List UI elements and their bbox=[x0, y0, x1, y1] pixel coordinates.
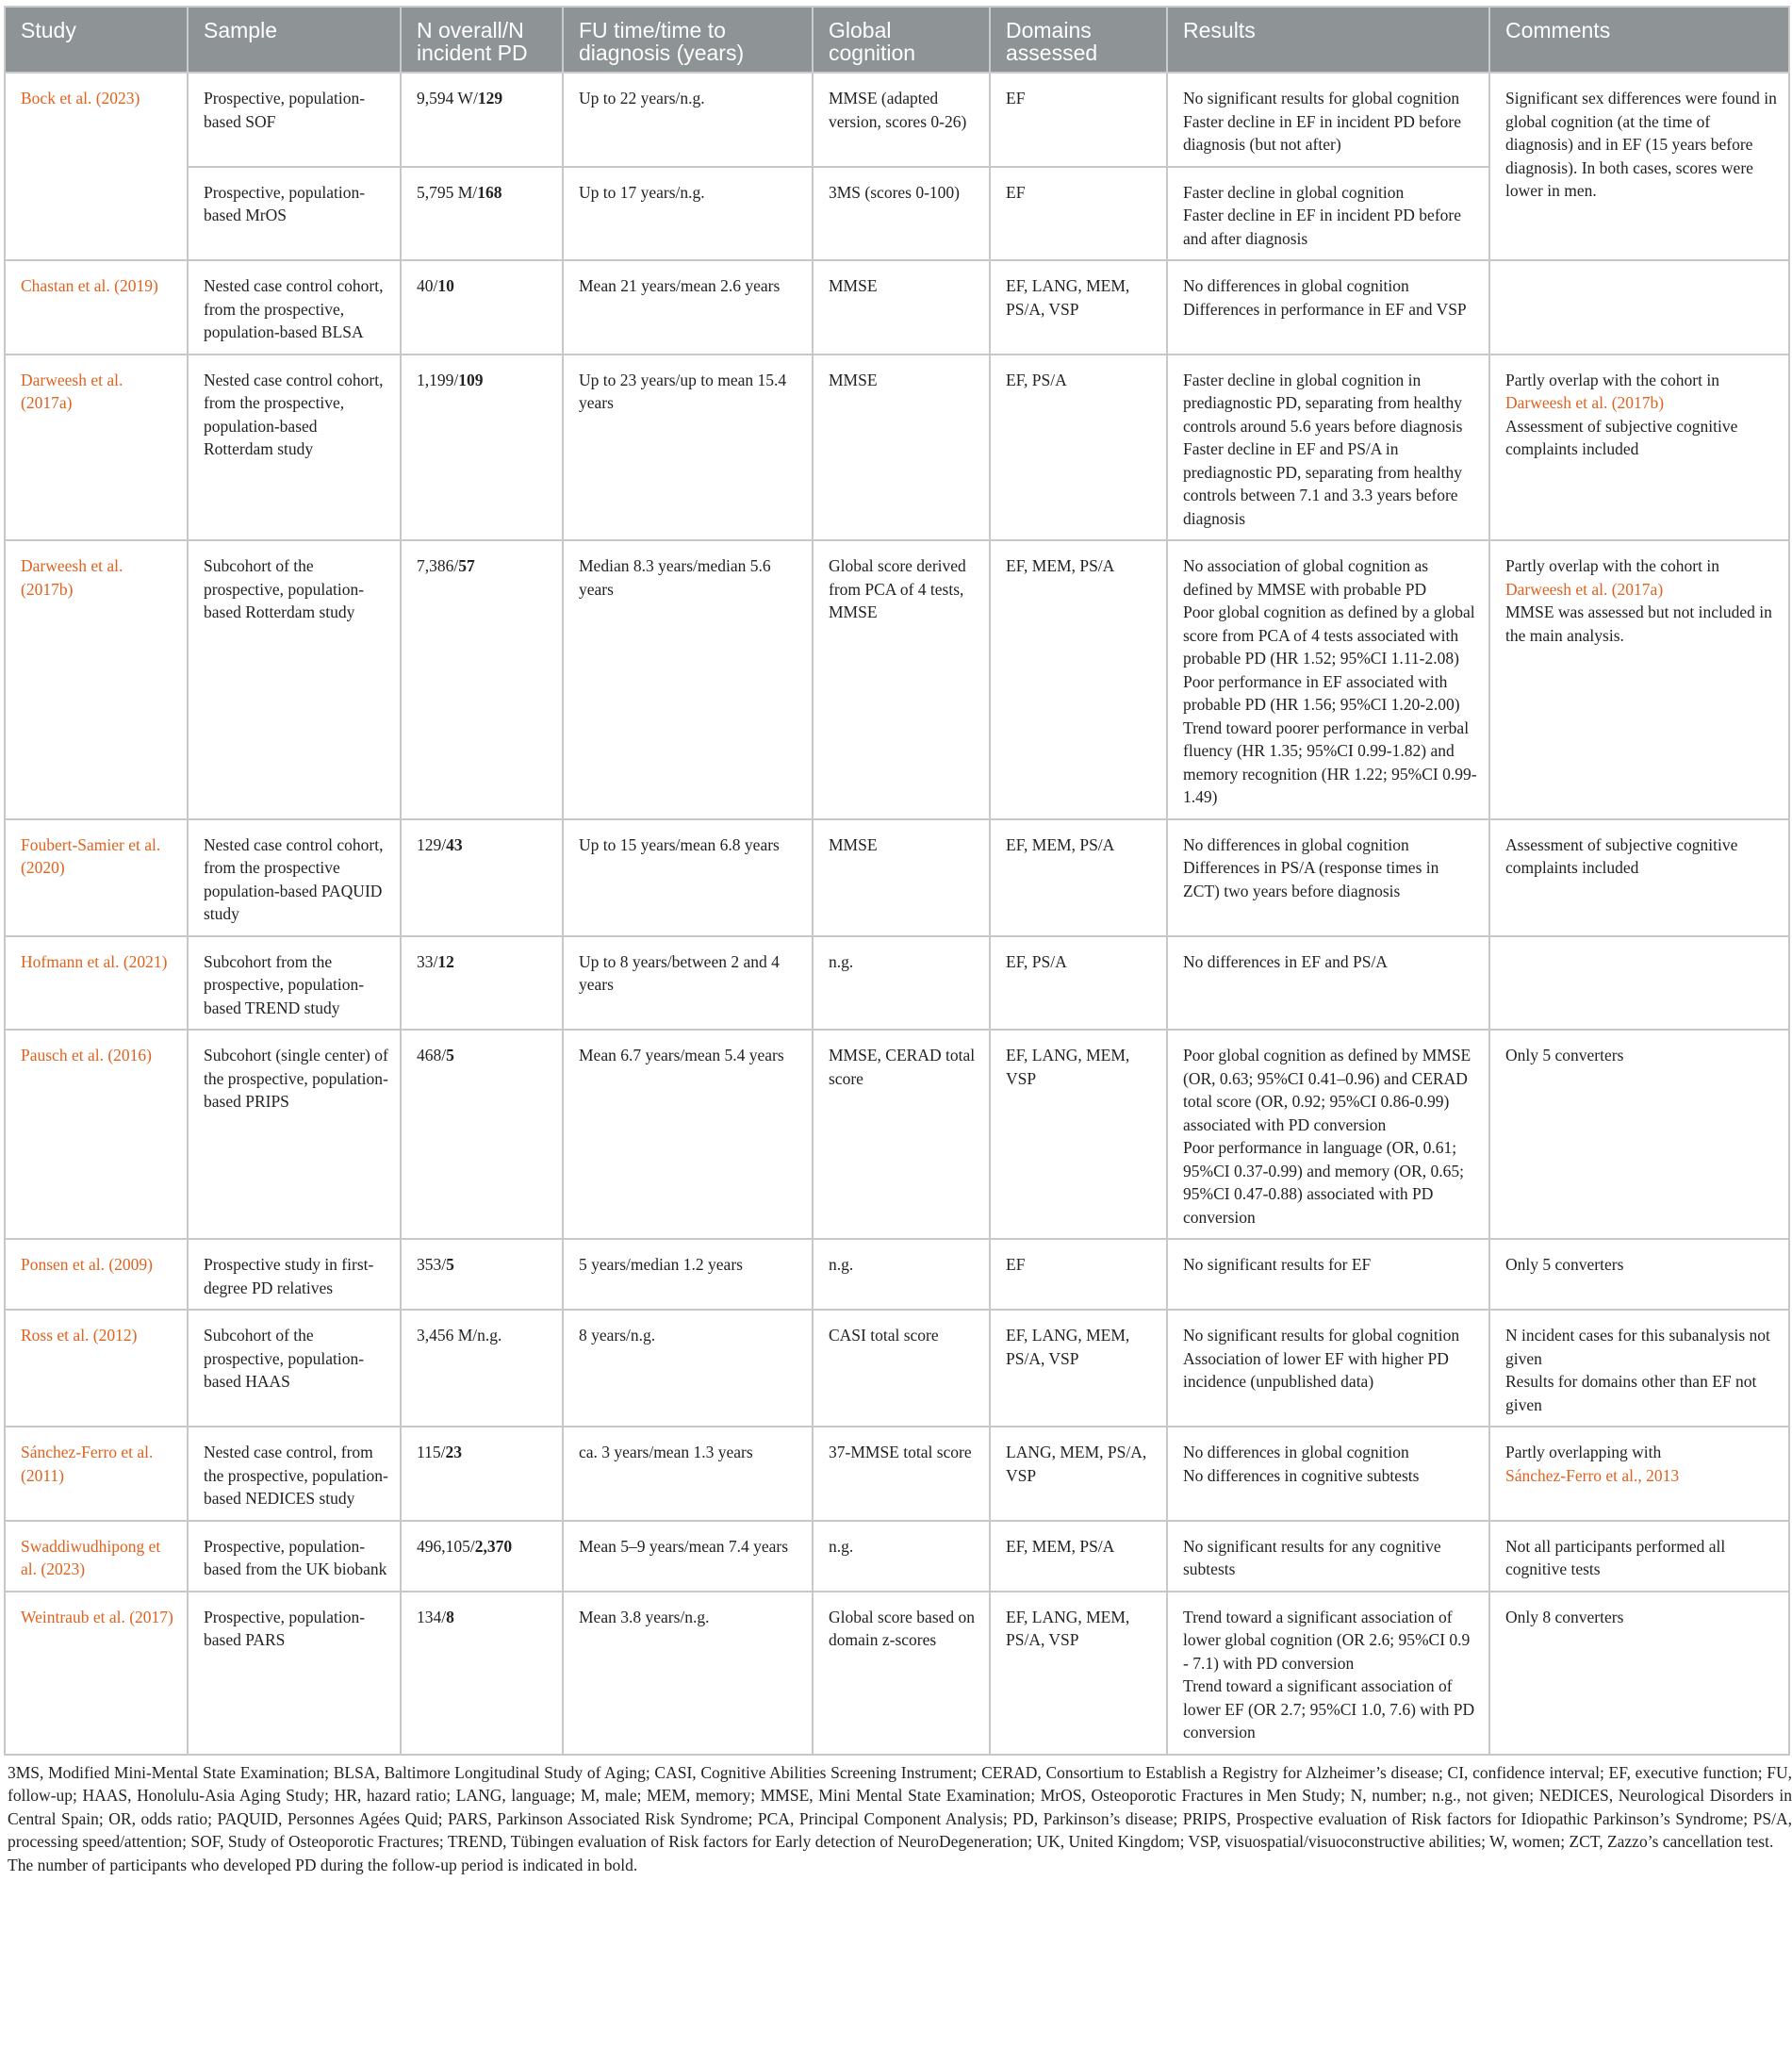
table-row bbox=[5, 1030, 1789, 1239]
global-cognition-text: MMSE bbox=[829, 370, 878, 389]
n-overall: 3,456 M/n.g. bbox=[417, 1326, 502, 1345]
n-cell bbox=[401, 1521, 563, 1592]
result-line: Association of lower EF with higher PD incidence (unpublished data) bbox=[1183, 1348, 1449, 1391]
results-cell bbox=[1167, 355, 1489, 541]
results-cell bbox=[1167, 73, 1489, 167]
study-link[interactable]: Foubert-Samier et al. (2020) bbox=[21, 834, 161, 877]
table-body bbox=[5, 73, 1789, 1755]
comments-cell bbox=[1489, 1521, 1789, 1592]
sample-cell bbox=[188, 1592, 401, 1755]
fu-time-text: Mean 5–9 years/mean 7.4 years bbox=[579, 1536, 789, 1556]
n-cell bbox=[401, 73, 563, 167]
global-cognition-cell bbox=[813, 819, 990, 936]
domains-cell bbox=[990, 1030, 1167, 1239]
global-cognition-cell bbox=[813, 355, 990, 541]
study-link[interactable]: Ross et al. (2012) bbox=[21, 1326, 138, 1345]
n-incident-pd: 8 bbox=[446, 1607, 454, 1626]
fu-cell bbox=[563, 1521, 813, 1592]
result-line: No significant results for EF bbox=[1183, 1255, 1372, 1274]
global-cognition-text: MMSE bbox=[829, 276, 878, 295]
global-cognition-text: n.g. bbox=[829, 1255, 854, 1274]
global-cognition-cell bbox=[813, 1239, 990, 1310]
studies-table bbox=[4, 6, 1790, 1756]
fu-cell bbox=[563, 1239, 813, 1310]
domains-cell bbox=[990, 260, 1167, 355]
result-line: No significant results for global cognition bbox=[1183, 1326, 1460, 1345]
sample-cell bbox=[188, 260, 401, 355]
sample-text: Prospective, population-based SOF bbox=[204, 89, 366, 131]
abbreviations-note: 3MS, Modified Mini-Mental State Examination; BLSA, Baltimore Longitudinal Study of Aging; CASI, Cognitive Abilities Screening Instrument; CERAD, Consortium to Establish a Registry for Alzheimer’s disease; CI, confidence interval; EF, executive function; FU, follow-up; HAAS, Honolulu-Asia Aging Study; HR, hazard ratio; LANG, language; M, male; MEM, memory; MMSE, Mini Mental State Examination; MrOS, Osteoporotic Fractures in Men Study; N, number; n.g., not given; NEDICES, Neurological Disorders in Central Spain; OR, odds ratio; PAQUID, Personnes Agées Quid; PARS, Parkinson Associated Risk Syndrome; PCA, Principal Component Analysis; PD, Parkinson’s disease; PRIPS, Prospective evaluation of Risk factors for Idiopathic Parkinson’s Syndrome; PS/A, processing speed/attention; SOF, Study of Osteoporotic Fractures; TREND, Tübingen evaluation of Risk factors for Early detection of NeuroDegeneration; UK, United Kingdom; VSP, visuospatial/visuoconstructive abilities; W, women; ZCT, Zazzo’s cancellation test. bbox=[8, 1762, 1792, 1851]
study-cell bbox=[5, 1310, 188, 1427]
comment-line: Only 5 converters bbox=[1505, 1046, 1624, 1064]
comments-cell bbox=[1489, 1030, 1789, 1239]
global-cognition-text: MMSE bbox=[829, 834, 878, 854]
table-row bbox=[5, 260, 1789, 355]
domains-text: EF, LANG, MEM, PS/A, VSP bbox=[1006, 1326, 1130, 1368]
study-cell bbox=[5, 1030, 188, 1239]
n-overall: 33/ bbox=[417, 951, 438, 971]
study-cell bbox=[5, 260, 188, 355]
result-line: No differences in global cognition bbox=[1183, 834, 1409, 854]
fu-time-text: Up to 15 years/mean 6.8 years bbox=[579, 834, 780, 854]
fu-cell bbox=[563, 260, 813, 355]
global-cognition-cell bbox=[813, 936, 990, 1031]
domains-cell bbox=[990, 355, 1167, 541]
table-row bbox=[5, 73, 1789, 167]
comments-cell bbox=[1489, 1592, 1789, 1755]
n-cell bbox=[401, 1310, 563, 1427]
global-cognition-text: MMSE, CERAD total score bbox=[829, 1046, 976, 1088]
domains-text: EF, PS/A bbox=[1006, 951, 1067, 971]
global-cognition-text: Global score derived from PCA of 4 tests, MMSE bbox=[829, 556, 966, 621]
comment-line: Partly overlap with the cohort in bbox=[1505, 556, 1719, 575]
n-cell bbox=[401, 167, 563, 261]
n-cell bbox=[401, 1239, 563, 1310]
table-row bbox=[5, 936, 1789, 1031]
study-link[interactable]: Chastan et al. (2019) bbox=[21, 276, 158, 295]
n-incident-pd: 5 bbox=[446, 1255, 454, 1274]
study-link[interactable]: Sánchez-Ferro et al. (2011) bbox=[21, 1443, 154, 1485]
result-line: Faster decline in global cognition in prediagnostic PD, separating from healthy controls around 5.6 years before diagnosis bbox=[1183, 370, 1463, 436]
result-line: No differences in cognitive subtests bbox=[1183, 1465, 1420, 1485]
study-link[interactable]: Bock et al. (2023) bbox=[21, 89, 140, 107]
fu-time-text: 5 years/median 1.2 years bbox=[579, 1255, 743, 1274]
study-cell bbox=[5, 1592, 188, 1755]
comment-reference-link[interactable]: Sánchez-Ferro et al., 2013 bbox=[1505, 1465, 1680, 1485]
result-line: No association of global cognition as defined by MMSE with probable PD bbox=[1183, 556, 1429, 599]
header-domains: Domains assessed bbox=[990, 7, 1167, 73]
study-cell bbox=[5, 819, 188, 936]
comment-line: Only 8 converters bbox=[1505, 1607, 1624, 1626]
comment-reference-link[interactable]: Darweesh et al. (2017b) bbox=[1505, 393, 1665, 412]
results-cell bbox=[1167, 167, 1489, 261]
table-row bbox=[5, 355, 1789, 541]
n-overall: 134/ bbox=[417, 1607, 447, 1626]
sample-cell bbox=[188, 936, 401, 1031]
table-row bbox=[5, 1427, 1789, 1521]
sample-cell bbox=[188, 1521, 401, 1592]
sample-cell bbox=[188, 1239, 401, 1310]
result-line: Differences in PS/A (response times in ZCT) two years before diagnosis bbox=[1183, 858, 1439, 900]
results-cell bbox=[1167, 1521, 1489, 1592]
result-line: Faster decline in global cognition bbox=[1183, 182, 1405, 202]
result-line: Trend toward a significant association of lower EF (OR 2.7; 95%CI 1.0, 7.6) with PD conversion bbox=[1183, 1676, 1475, 1741]
sample-cell bbox=[188, 355, 401, 541]
study-link[interactable]: Darweesh et al. (2017b) bbox=[21, 556, 123, 599]
global-cognition-cell bbox=[813, 1592, 990, 1755]
n-cell bbox=[401, 1030, 563, 1239]
comments-cell bbox=[1489, 260, 1789, 355]
domains-cell bbox=[990, 1521, 1167, 1592]
n-cell bbox=[401, 260, 563, 355]
domains-cell bbox=[990, 540, 1167, 819]
comments-cell bbox=[1489, 355, 1789, 541]
domains-cell bbox=[990, 1427, 1167, 1521]
study-cell bbox=[5, 936, 188, 1031]
fu-cell bbox=[563, 1427, 813, 1521]
results-cell bbox=[1167, 1239, 1489, 1310]
comment-line: Significant sex differences were found in global cognition (at the time of diagnosis) and in EF (15 years before diagnosis). In both cases, scores were lower in men. bbox=[1505, 89, 1777, 200]
result-line: Faster decline in EF in incident PD before and after diagnosis bbox=[1183, 206, 1461, 248]
n-incident-pd: 57 bbox=[458, 556, 475, 575]
comment-line: Results for domains other than EF not given bbox=[1505, 1372, 1757, 1414]
n-overall: 7,386/ bbox=[417, 556, 459, 575]
fu-time-text: Mean 21 years/mean 2.6 years bbox=[579, 276, 781, 295]
header-results: Results bbox=[1167, 7, 1489, 73]
domains-cell bbox=[990, 167, 1167, 261]
results-cell bbox=[1167, 1427, 1489, 1521]
sample-cell bbox=[188, 1427, 401, 1521]
domains-cell bbox=[990, 936, 1167, 1031]
global-cognition-text: 3MS (scores 0-100) bbox=[829, 182, 961, 202]
global-cognition-text: MMSE (adapted version, scores 0-26) bbox=[829, 89, 967, 131]
global-cognition-cell bbox=[813, 1310, 990, 1427]
global-cognition-cell bbox=[813, 260, 990, 355]
table-footnote bbox=[4, 1756, 1792, 1877]
study-cell bbox=[5, 355, 188, 541]
comment-line: Assessment of subjective cognitive complaints included bbox=[1505, 416, 1738, 458]
study-link[interactable]: Hofmann et al. (2021) bbox=[21, 951, 168, 971]
sample-cell bbox=[188, 167, 401, 261]
fu-time-text: Mean 6.7 years/mean 5.4 years bbox=[579, 1046, 784, 1064]
n-overall: 40/ bbox=[417, 276, 438, 295]
sample-text: Subcohort of the prospective, population-based HAAS bbox=[204, 1326, 365, 1391]
result-line: No differences in EF and PS/A bbox=[1183, 951, 1388, 971]
domains-text: EF, LANG, MEM, PS/A, VSP bbox=[1006, 276, 1130, 319]
n-cell bbox=[401, 819, 563, 936]
n-incident-pd: 2,370 bbox=[474, 1536, 513, 1556]
study-cell bbox=[5, 1521, 188, 1592]
n-cell bbox=[401, 355, 563, 541]
n-overall: 353/ bbox=[417, 1255, 447, 1274]
table-row bbox=[5, 1592, 1789, 1755]
global-cognition-text: n.g. bbox=[829, 951, 854, 971]
comments-cell bbox=[1489, 1239, 1789, 1310]
n-overall: 496,105/ bbox=[417, 1536, 475, 1556]
fu-time-text: Mean 3.8 years/n.g. bbox=[579, 1607, 710, 1626]
results-cell bbox=[1167, 1310, 1489, 1427]
bold-note: The number of participants who developed PD during the follow-up period is indicated in bold. bbox=[8, 1855, 638, 1874]
sample-cell bbox=[188, 540, 401, 819]
domains-cell bbox=[990, 1592, 1167, 1755]
results-cell bbox=[1167, 1030, 1489, 1239]
n-incident-pd: 129 bbox=[477, 89, 503, 107]
table-header-row bbox=[5, 7, 1789, 73]
study-link[interactable]: Pausch et al. (2016) bbox=[21, 1046, 152, 1064]
domains-text: EF, MEM, PS/A bbox=[1006, 834, 1115, 854]
domains-text: EF bbox=[1006, 182, 1026, 202]
n-incident-pd: 168 bbox=[477, 182, 502, 202]
fu-cell bbox=[563, 1030, 813, 1239]
results-cell bbox=[1167, 260, 1489, 355]
n-overall: 468/ bbox=[417, 1046, 447, 1064]
n-overall: 129/ bbox=[417, 834, 447, 854]
table-row bbox=[5, 819, 1789, 936]
comments-cell bbox=[1489, 1310, 1789, 1427]
study-link[interactable]: Weintraub et al. (2017) bbox=[21, 1607, 173, 1626]
study-link[interactable]: Darweesh et al. (2017a) bbox=[21, 370, 123, 412]
fu-cell bbox=[563, 819, 813, 936]
study-link[interactable]: Swaddiwudhipong et al. (2023) bbox=[21, 1536, 161, 1578]
table-row bbox=[5, 1310, 1789, 1427]
n-overall: 5,795 M/ bbox=[417, 182, 478, 202]
n-incident-pd: 10 bbox=[437, 276, 454, 295]
study-cell bbox=[5, 540, 188, 819]
domains-text: EF, LANG, MEM, VSP bbox=[1006, 1046, 1130, 1088]
global-cognition-cell bbox=[813, 540, 990, 819]
results-cell bbox=[1167, 1592, 1489, 1755]
study-cell bbox=[5, 1427, 188, 1521]
result-line: Poor performance in EF associated with probable PD (HR 1.56; 95%CI 1.20-2.00) bbox=[1183, 671, 1460, 714]
comments-cell bbox=[1489, 540, 1789, 819]
n-cell bbox=[401, 936, 563, 1031]
fu-time-text: Up to 8 years/between 2 and 4 years bbox=[579, 951, 780, 994]
comment-line: Assessment of subjective cognitive complaints included bbox=[1505, 834, 1738, 877]
study-cell bbox=[5, 1239, 188, 1310]
results-cell bbox=[1167, 540, 1489, 819]
fu-time-text: Up to 22 years/n.g. bbox=[579, 89, 705, 107]
comment-reference-link[interactable]: Darweesh et al. (2017a) bbox=[1505, 579, 1664, 599]
n-incident-pd: 23 bbox=[445, 1443, 462, 1461]
global-cognition-cell bbox=[813, 1427, 990, 1521]
result-line: Faster decline in EF in incident PD before diagnosis (but not after) bbox=[1183, 111, 1461, 154]
global-cognition-text: CASI total score bbox=[829, 1326, 939, 1345]
result-line: No significant results for any cognitive subtests bbox=[1183, 1536, 1441, 1578]
n-overall: 9,594 W/ bbox=[417, 89, 478, 107]
fu-cell bbox=[563, 1592, 813, 1755]
n-cell bbox=[401, 540, 563, 819]
fu-time-text: Up to 17 years/n.g. bbox=[579, 182, 705, 202]
result-line: No significant results for global cognition bbox=[1183, 89, 1460, 107]
sample-text: Prospective, population-based from the UK biobank bbox=[204, 1536, 387, 1578]
domains-cell bbox=[990, 1239, 1167, 1310]
result-line: Trend toward poorer performance in verbal fluency (HR 1.35; 95%CI 0.99-1.82) and memory recognition (HR 1.22; 95%CI 0.99-1.49) bbox=[1183, 718, 1477, 806]
fu-cell bbox=[563, 167, 813, 261]
comment-line: N incident cases for this subanalysis not given bbox=[1505, 1326, 1770, 1368]
global-cognition-text: Global score based on domain z-scores bbox=[829, 1607, 976, 1649]
sample-cell bbox=[188, 819, 401, 936]
fu-time-text: Median 8.3 years/median 5.6 years bbox=[579, 556, 771, 599]
sample-text: Nested case control, from the prospective, population-based NEDICES study bbox=[204, 1443, 388, 1508]
sample-text: Subcohort from the prospective, population-based TREND study bbox=[204, 951, 365, 1017]
domains-text: EF, MEM, PS/A bbox=[1006, 1536, 1115, 1556]
sample-cell bbox=[188, 1310, 401, 1427]
n-cell bbox=[401, 1592, 563, 1755]
n-incident-pd: 12 bbox=[437, 951, 454, 971]
n-incident-pd: 5 bbox=[446, 1046, 454, 1064]
sample-cell bbox=[188, 1030, 401, 1239]
result-line: Poor global cognition as defined by a global score from PCA of 4 tests associated with probable PD (HR 1.52; 95%CI 1.11-2.08) bbox=[1183, 602, 1475, 668]
sample-text: Nested case control cohort, from the prospective, population-based BLSA bbox=[204, 276, 384, 341]
comments-cell bbox=[1489, 73, 1789, 260]
fu-cell bbox=[563, 73, 813, 167]
n-overall: 1,199/ bbox=[417, 370, 459, 389]
domains-text: EF, LANG, MEM, PS/A, VSP bbox=[1006, 1607, 1130, 1649]
fu-cell bbox=[563, 540, 813, 819]
header-fu-time: FU time/time to diagnosis (years) bbox=[563, 7, 813, 73]
fu-time-text: 8 years/n.g. bbox=[579, 1326, 656, 1345]
sample-text: Subcohort (single center) of the prospective, population-based PRIPS bbox=[204, 1046, 388, 1111]
results-cell bbox=[1167, 819, 1489, 936]
study-link[interactable]: Ponsen et al. (2009) bbox=[21, 1255, 153, 1274]
domains-text: EF bbox=[1006, 89, 1026, 107]
comment-line: Partly overlapping with bbox=[1505, 1443, 1662, 1461]
domains-text: EF, MEM, PS/A bbox=[1006, 556, 1115, 575]
header-comments: Comments bbox=[1489, 7, 1789, 73]
global-cognition-cell bbox=[813, 1030, 990, 1239]
table-row bbox=[5, 1239, 1789, 1310]
fu-cell bbox=[563, 355, 813, 541]
comment-line: Not all participants performed all cognitive tests bbox=[1505, 1536, 1726, 1578]
result-line: Differences in performance in EF and VSP bbox=[1183, 299, 1467, 319]
comments-cell bbox=[1489, 1427, 1789, 1521]
global-cognition-cell bbox=[813, 1521, 990, 1592]
header-study: Study bbox=[5, 7, 188, 73]
global-cognition-text: n.g. bbox=[829, 1536, 854, 1556]
result-line: Trend toward a significant association of lower global cognition (OR 2.6; 95%CI 0.9 - 7.1) with PD conversion bbox=[1183, 1607, 1471, 1673]
comment-line: Only 5 converters bbox=[1505, 1255, 1624, 1274]
sample-text: Prospective, population-based MrOS bbox=[204, 182, 366, 224]
domains-cell bbox=[990, 1310, 1167, 1427]
result-line: Poor global cognition as defined by MMSE (OR, 0.63; 95%CI 0.41–0.96) and CERAD total score (OR, 0.92; 95%CI 0.86-0.99) associated with PD conversion bbox=[1183, 1046, 1471, 1134]
comment-line: MMSE was assessed but not included in the main analysis. bbox=[1505, 602, 1772, 645]
sample-text: Prospective study in first-degree PD relatives bbox=[204, 1255, 374, 1297]
results-cell bbox=[1167, 936, 1489, 1031]
domains-cell bbox=[990, 73, 1167, 167]
result-line: No differences in global cognition bbox=[1183, 276, 1409, 295]
domains-text: EF bbox=[1006, 1255, 1026, 1274]
result-line: Poor performance in language (OR, 0.61; 95%CI 0.37-0.99) and memory (OR, 0.65; 95%CI 0.47-0.88) associated with PD conversion bbox=[1183, 1138, 1464, 1227]
n-overall: 115/ bbox=[417, 1443, 446, 1461]
comments-cell bbox=[1489, 936, 1789, 1031]
fu-time-text: ca. 3 years/mean 1.3 years bbox=[579, 1443, 753, 1461]
result-line: Faster decline in EF and PS/A in prediagnostic PD, separating from healthy controls between 7.1 and 3.3 years before diagnosis bbox=[1183, 439, 1462, 528]
header-global-cognition: Global cognition bbox=[813, 7, 990, 73]
result-line: No differences in global cognition bbox=[1183, 1443, 1409, 1461]
table-row bbox=[5, 540, 1789, 819]
table-row bbox=[5, 1521, 1789, 1592]
domains-cell bbox=[990, 819, 1167, 936]
global-cognition-text: 37-MMSE total score bbox=[829, 1443, 972, 1461]
header-sample: Sample bbox=[188, 7, 401, 73]
domains-text: EF, PS/A bbox=[1006, 370, 1067, 389]
fu-cell bbox=[563, 936, 813, 1031]
sample-text: Nested case control cohort, from the prospective population-based PAQUID study bbox=[204, 834, 384, 923]
comments-cell bbox=[1489, 819, 1789, 936]
header-n: N overall/N incident PD bbox=[401, 7, 563, 73]
domains-text: LANG, MEM, PS/A, VSP bbox=[1006, 1443, 1147, 1485]
global-cognition-cell bbox=[813, 73, 990, 167]
global-cognition-cell bbox=[813, 167, 990, 261]
sample-cell bbox=[188, 73, 401, 167]
n-cell bbox=[401, 1427, 563, 1521]
sample-text: Prospective, population-based PARS bbox=[204, 1607, 366, 1649]
comment-line: Partly overlap with the cohort in bbox=[1505, 370, 1719, 389]
fu-time-text: Up to 23 years/up to mean 15.4 years bbox=[579, 370, 787, 412]
n-incident-pd: 43 bbox=[446, 834, 463, 854]
study-cell bbox=[5, 73, 188, 260]
fu-cell bbox=[563, 1310, 813, 1427]
n-incident-pd: 109 bbox=[458, 370, 484, 389]
sample-text: Subcohort of the prospective, population-based Rotterdam study bbox=[204, 556, 365, 621]
sample-text: Nested case control cohort, from the prospective, population-based Rotterdam study bbox=[204, 370, 384, 458]
